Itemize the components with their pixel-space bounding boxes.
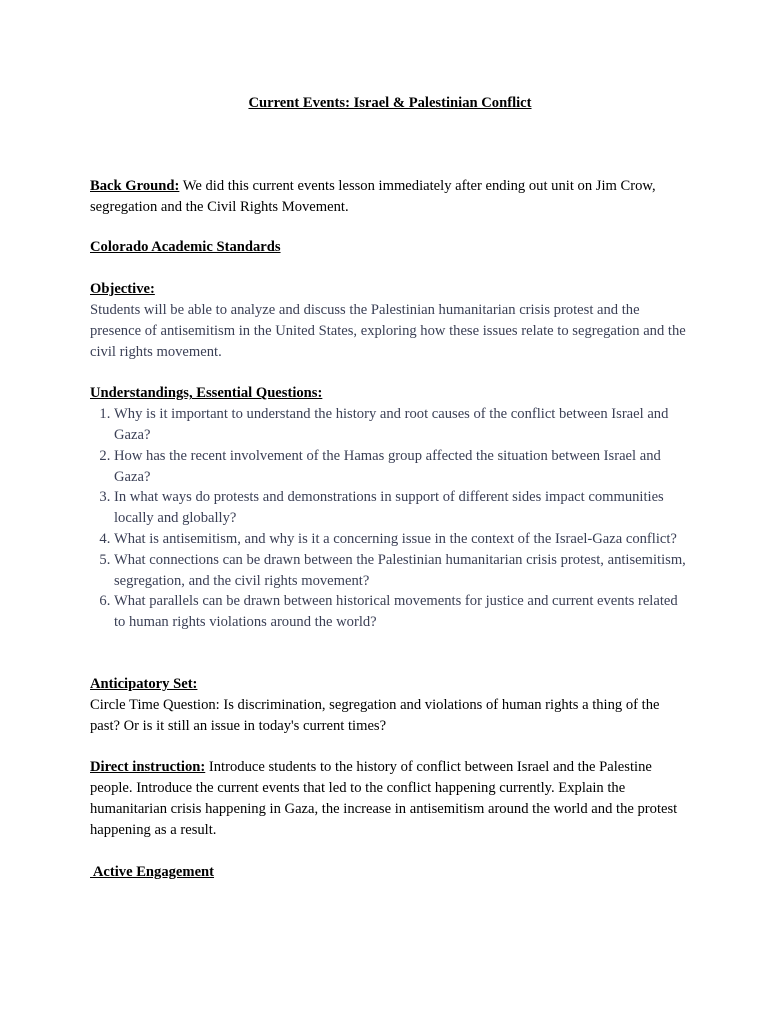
objective-heading: Objective: [90, 281, 155, 298]
standards-heading: Colorado Academic Standards [90, 239, 281, 256]
essential-questions-list [90, 404, 690, 633]
background-text: We did this current events lesson immediately after ending out unit on Jim Crow, segregation and the Civil Rights Movement. [90, 177, 656, 215]
anticipatory-text: Circle Time Question: Is discrimination, segregation and violations of human rights a thing of the past? Or is it still an issue in today's current times? [90, 696, 660, 734]
list-item: 1. Why is it important to understand the history and root causes of the conflict between Israel and Gaza? [114, 404, 690, 446]
background-heading: Back Ground: [90, 177, 180, 194]
list-item: 2. How has the recent involvement of the Hamas group affected the situation between Israel and Gaza? [114, 446, 690, 488]
direct-instruction-heading: Direct instruction: [90, 759, 206, 776]
direct-instruction-paragraph [90, 757, 690, 840]
anticipatory-heading: Anticipatory Set: [90, 675, 198, 692]
list-item: 4. What is antisemitism, and why is it a concerning issue in the context of the Israel-Gaza conflict? [114, 529, 690, 550]
objective-text: Students will be able to analyze and discuss the Palestinian humanitarian crisis protest and the presence of antisemitism in the United States, exploring how these issues relate to segregation and the civil rights movement. [90, 301, 686, 360]
list-item: 5. What connections can be drawn between the Palestinian humanitarian crisis protest, antisemitism, segregation, and the civil rights movement? [114, 550, 690, 592]
list-item: 6. What parallels can be drawn between historical movements for justice and current events related to human rights violations around the world? [114, 591, 690, 633]
document-title: Current Events: Israel & Palestinian Conflict [248, 95, 532, 111]
active-engagement-heading: Active Engagement [90, 863, 215, 880]
understandings-heading: Understandings, Essential Questions: [90, 385, 323, 402]
list-item: 3. In what ways do protests and demonstrations in support of different sides impact communities locally and globally? [114, 487, 690, 529]
document-page [90, 93, 690, 882]
direct-instruction-text: Introduce students to the history of conflict between Israel and the Palestine people. Introduce the current events that led to the conflict happening currently. Explain the humanitarian crisis happening in Gaza, the increase in antisemitism around the world and the protest happening as a result. [90, 759, 678, 838]
background-paragraph [90, 176, 690, 218]
